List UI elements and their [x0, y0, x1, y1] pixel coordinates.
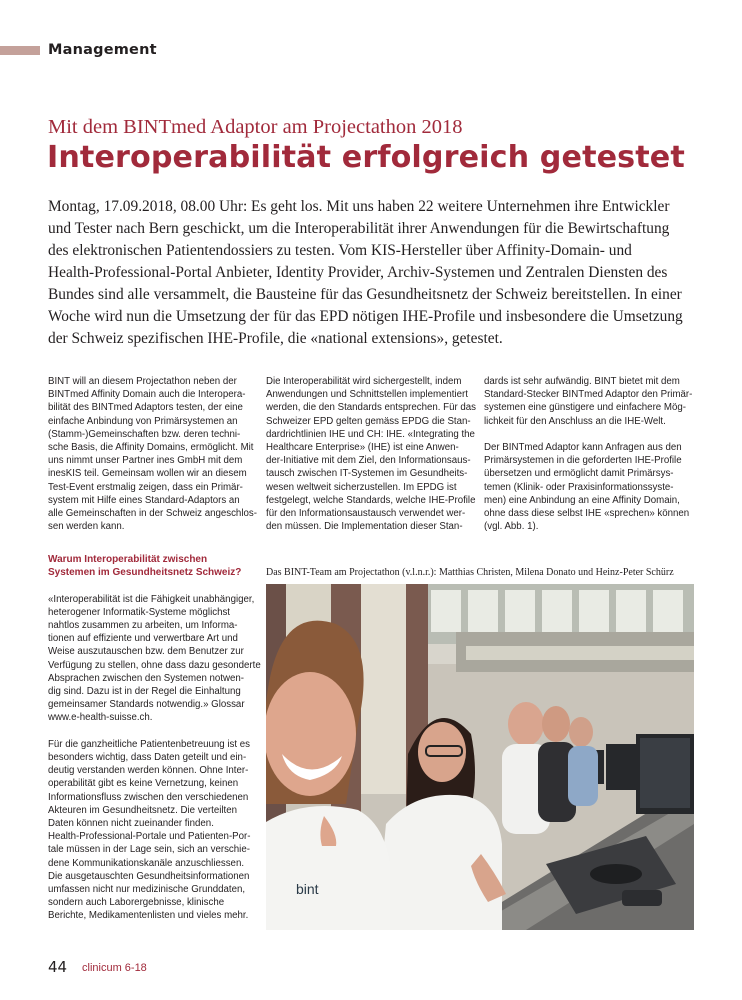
text-line: Die ausgetauschten Gesundheitsinformationen — [48, 870, 250, 882]
text-line: lichkeit für den Anschluss an die IHE-Welt. — [484, 415, 666, 427]
text-line: Montag, 17.09.2018, 08.00 Uhr: Es geht los. Mit uns haben 22 weitere Unternehmen ihre Entwickler — [48, 198, 670, 215]
text-line: Health-Professional-Portale und Patienten-Por- — [48, 831, 251, 843]
text-line: wesen weltweit sicherzustellen. Im EPDG ist — [266, 481, 457, 493]
text-line: inesKIS teil. Gemeinsam wollen wir an diesem — [48, 468, 247, 480]
text-line: Der BINTmed Adaptor kann Anfragen aus den — [484, 442, 682, 453]
text-line: (Stamm-)Gemeinschaften bzw. deren techni- — [48, 428, 241, 440]
text-line: gemeinsamer Standards notwendig.» Glossar — [48, 699, 245, 711]
text-line: den müssen. Die Implementation dieser Stan- — [266, 521, 463, 533]
text-line: dene Kommunikationskanäle anzuschliessen. — [48, 857, 245, 869]
subheading — [48, 553, 254, 579]
article-lead — [48, 196, 696, 350]
text-line: dardrichtlinien IHE und CH: IHE. «Integrating the — [266, 428, 475, 440]
text-line: Warum Interoperabilität zwischen — [48, 554, 208, 565]
text-line: sondern auch Laborergebnisse, klinische — [48, 897, 225, 909]
photo-caption: Das BINT-Team am Projectathon (v.l.n.r.): Matthias Christen, Milena Donato und Heinz-Peter Schürz — [266, 567, 674, 578]
text-line: www.e-health-suisse.ch. — [48, 712, 153, 724]
text-line: übersetzen und ermöglicht damit Primärsys- — [484, 468, 674, 480]
text-line: Standard-Stecker BINTmed Adaptor den Primär- — [484, 389, 693, 401]
text-line: dards ist sehr aufwändig. BINT bietet mit dem — [484, 376, 680, 387]
text-line: Verfügung zu stellen, ohne dass dazu gesonderte — [48, 659, 261, 671]
section-color-bar — [0, 46, 40, 55]
text-line: sche Basis, die Affinity Domains, ermöglicht. Mit — [48, 442, 254, 454]
text-line: BINTmed Affinity Domain auch die Interopera- — [48, 389, 246, 401]
text-line: für den Informationsaustausch verwendet wer- — [266, 508, 466, 520]
text-line: men) eine Anbindung an eine Affinity Domain, — [484, 494, 680, 506]
text-line: Akteuren im Gesundheitsnetz. Die verteilten — [48, 804, 238, 816]
text-line: Informationsfluss zwischen den verschiedenen — [48, 791, 249, 803]
text-line: Systemen im Gesundheitsnetz Schweiz? — [48, 567, 242, 579]
text-line: einfache Anbindung von Primärsystemen an — [48, 415, 238, 427]
shirt-logo-text: bint — [296, 881, 319, 897]
text-line: und Tester nach Bern geschickt, um die Interoperabilität ihrer Anwendungen für die Bewirtschaftung — [48, 220, 670, 237]
column-1-intro — [48, 375, 257, 533]
text-line: Die Interoperabilität wird sichergestellt, indem — [266, 376, 462, 387]
text-line: deutig verstanden werden können. Ohne Inter- — [48, 765, 249, 777]
column-3 — [484, 375, 694, 533]
text-line: Weise auszutauschen bzw. dem Benutzer zur — [48, 646, 244, 658]
text-line: nahtlos zusammen zu arbeiten, um Informa- — [48, 620, 238, 631]
column-2 — [266, 375, 477, 533]
text-line: umfassen nicht nur medizinische Grunddaten, — [48, 884, 246, 896]
text-line: Für die ganzheitliche Patientenbetreuung ist es — [48, 738, 250, 750]
text-line: der Schweiz spezifischen IHE-Profile, die «national extensions», getestet. — [48, 330, 503, 347]
text-line: system mit Hilfe eines Standard-Adaptors an — [48, 494, 240, 506]
text-line: sen werden kann. — [48, 521, 125, 533]
text-line: dig sind. Dazu ist in der Regel die Einhaltung — [48, 686, 241, 698]
section-label: Management — [48, 42, 157, 58]
text-line: tionen auf effiziente und verwertbare Art und — [48, 633, 238, 645]
text-line: Woche wird nun die Umsetzung der für das EPD nötigen IHE-Profile und insbesondere die Umsetzung — [48, 308, 683, 325]
text-line: uns nimmt unser Partner ines GmbH mit dem — [48, 455, 243, 467]
text-line: Absprachen zwischen den Systemen notwen- — [48, 672, 245, 684]
text-line: operabilität gibt es keine Vernetzung, keinen — [48, 778, 239, 790]
article-headline: Interoperabilität erfolgreich getestet — [47, 140, 685, 175]
team-photo — [266, 584, 694, 930]
text-line: heterogener Informatik-Systeme möglichst — [48, 606, 230, 618]
text-line: tale müssen in der Lage sein, sich an verschie- — [48, 844, 250, 856]
text-line: ohne dass diese selbst IHE «sprechen» können — [484, 508, 690, 520]
column-1-body — [48, 553, 261, 923]
text-line: besonders wichtig, dass Daten geteilt und ein- — [48, 752, 247, 764]
page-number: 44 — [48, 958, 68, 976]
text-line: temen (Klinik- oder Praxisinformationssyste- — [484, 481, 674, 493]
text-line: Berichte, Medikamentenlisten und vieles mehr. — [48, 910, 249, 922]
text-line: des elektronischen Patientendossiers zu testen. Vom KIS-Hersteller über Affinity-Domain- und — [48, 242, 632, 259]
text-line: Primärsystemen in die geforderten IHE-Profile — [484, 455, 682, 467]
text-line: systemen eine günstigere und einfachere Mög- — [484, 402, 686, 414]
text-line: Anwendungen und Schnittstellen implementiert — [266, 389, 468, 401]
text-line: der-Initiative mit dem Ziel, den Informationsaus- — [266, 455, 471, 467]
text-line: festgelegt, welche Standards, welche IHE-Profile — [266, 494, 476, 506]
text-line: Schweizer EPD gelten gemäss EPDG die Stan- — [266, 415, 471, 427]
body-paragraph — [48, 738, 254, 923]
body-paragraph — [484, 375, 694, 428]
text-line: Health-Professional-Portal Anbieter, Identity Provider, Archiv-Systemen und Zentralen Diensten des — [48, 264, 668, 281]
text-line: BINT will an diesem Projectathon neben der — [48, 376, 237, 387]
text-line: bilität des BINTmed Adaptors testen, der eine — [48, 402, 243, 414]
body-paragraph — [484, 441, 694, 533]
text-line: werden, die den Standards entsprechen. Für das — [266, 402, 477, 414]
glossary-quote — [48, 593, 261, 725]
text-line: alle Gemeinschaften in der Schweiz angeschlos- — [48, 508, 257, 520]
text-line: Daten können nicht zueinander finden. — [48, 818, 214, 830]
article-kicker: Mit dem BINTmed Adaptor am Projectathon 2018 — [48, 116, 463, 138]
text-line: Test-Event erstmalig zeigen, dass ein Primär- — [48, 481, 243, 493]
magazine-issue: clinicum 6-18 — [82, 962, 147, 974]
text-line: «Interoperabilität ist die Fähigkeit unabhängiger, — [48, 593, 255, 605]
text-line: Healthcare Enterprise» (IHE) ist eine Anwen- — [266, 442, 459, 454]
text-line: Bundes sind alle versammelt, die Bausteine für das Gesundheitsnetz der Schweiz bereitstellen. In einer — [48, 286, 682, 303]
text-line: tausch zwischen IT-Systemen im Gesundheits- — [266, 468, 468, 480]
text-line: (vgl. Abb. 1). — [484, 521, 539, 533]
